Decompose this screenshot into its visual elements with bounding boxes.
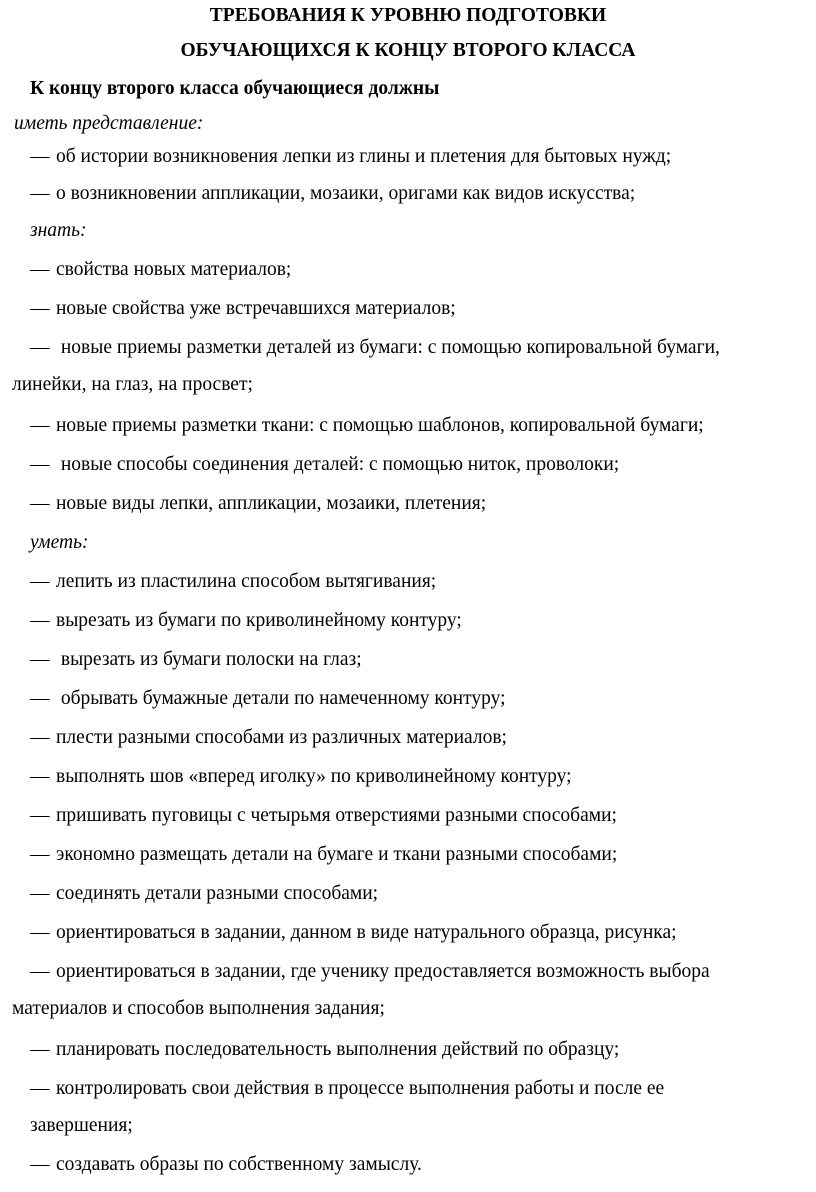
dash-marker: —: [30, 922, 50, 943]
list-item-text: новые виды лепки, аппликации, мозаики, плетения;: [56, 493, 487, 514]
list-item-text: пришивать пуговицы с четырьмя отверстиями разными способами;: [56, 805, 617, 826]
list-item-text: новые свойства уже встречавшихся материалов;: [56, 298, 456, 319]
dash-marker: —: [30, 571, 50, 592]
list-item: [30, 182, 635, 206]
list-item-text: планировать последовательность выполнения действий по образцу;: [56, 1039, 620, 1060]
document-title-line-2: ОБУЧАЮЩИХСЯ К КОНЦУ ВТОРОГО КЛАССА: [180, 40, 636, 61]
list-item-text: создавать образы по собственному замыслу.: [56, 1154, 422, 1175]
section-label-umet: уметь:: [30, 532, 89, 553]
list-item-text: новые приемы разметки ткани: с помощью шаблонов, копировальной бумаги;: [56, 415, 704, 436]
list-item: [30, 492, 486, 516]
list-item-text: вырезать из бумаги полоски на глаз;: [56, 649, 362, 670]
dash-marker: —: [30, 727, 50, 748]
list-item: [30, 765, 572, 789]
list-item: [30, 1077, 664, 1101]
dash-marker: —: [30, 961, 50, 982]
list-item: [30, 648, 362, 672]
list-item: [30, 145, 671, 169]
section-label-imet: иметь представление:: [14, 113, 204, 134]
intro-text: К концу второго класса обучающиеся должны: [30, 78, 440, 99]
list-item: [30, 297, 456, 321]
list-item: [30, 726, 507, 750]
list-item-text: о возникновении аппликации, мозаики, оригами как видов искусства;: [56, 183, 636, 204]
list-item-text: об истории возникновения лепки из глины и плетения для бытовых нужд;: [56, 146, 672, 167]
list-item: [30, 921, 677, 945]
dash-marker: —: [30, 259, 50, 280]
list-item: [30, 687, 506, 711]
dash-marker: —: [30, 493, 50, 514]
document-title-line-1: ТРЕБОВАНИЯ К УРОВНЮ ПОДГОТОВКИ: [209, 5, 607, 26]
list-item: [30, 960, 710, 984]
list-item-text: соединять детали разными способами;: [56, 883, 379, 904]
dash-marker: —: [30, 183, 50, 204]
list-item: [30, 414, 704, 438]
list-item-continuation: материалов и способов выполнения задания;: [12, 998, 385, 1019]
dash-marker: —: [30, 1154, 50, 1175]
list-item: [30, 570, 436, 594]
dash-marker: —: [30, 415, 50, 436]
list-item-continuation: завершения;: [30, 1115, 133, 1136]
list-item: [30, 453, 619, 477]
list-item-continuation: линейки, на глаз, на просвет;: [12, 374, 253, 395]
list-item: [30, 1038, 619, 1062]
list-item-text: экономно размещать детали на бумаге и ткани разными способами;: [56, 844, 618, 865]
dash-marker: —: [30, 649, 50, 670]
list-item-text: новые способы соединения деталей: с помощью ниток, проволоки;: [56, 454, 620, 475]
section-label-znat: знать:: [30, 220, 87, 241]
dash-marker: —: [30, 1039, 50, 1060]
list-item: [30, 804, 617, 828]
list-item: [30, 258, 291, 282]
list-item-text: ориентироваться в задании, где ученику предоставляется возможность выбора: [56, 961, 710, 982]
dash-marker: —: [30, 1078, 50, 1099]
list-item-text: плести разными способами из различных материалов;: [56, 727, 507, 748]
list-item-text: свойства новых материалов;: [56, 259, 292, 280]
dash-marker: —: [30, 688, 50, 709]
dash-marker: —: [30, 298, 50, 319]
list-item: [30, 843, 617, 867]
dash-marker: —: [30, 766, 50, 787]
dash-marker: —: [30, 146, 50, 167]
list-item-text: лепить из пластилина способом вытягивания;: [56, 571, 437, 592]
dash-marker: —: [30, 883, 50, 904]
list-item: [30, 882, 378, 906]
dash-marker: —: [30, 805, 50, 826]
list-item-text: ориентироваться в задании, данном в виде натурального образца, рисунка;: [56, 922, 677, 943]
list-item: [30, 609, 462, 633]
list-item-text: новые приемы разметки деталей из бумаги: с помощью копировальной бумаги,: [56, 337, 720, 358]
dash-marker: —: [30, 454, 50, 475]
list-item-text: выполнять шов «вперед иголку» по криволинейному контуру;: [56, 766, 572, 787]
dash-marker: —: [30, 844, 50, 865]
list-item-text: контролировать свои действия в процессе выполнения работы и после ее: [56, 1078, 665, 1099]
list-item-text: вырезать из бумаги по криволинейному контуру;: [56, 610, 462, 631]
list-item-text: обрывать бумажные детали по намеченному контуру;: [56, 688, 506, 709]
dash-marker: —: [30, 610, 50, 631]
list-item: [30, 336, 720, 360]
list-item: [30, 1153, 422, 1177]
dash-marker: —: [30, 337, 50, 358]
